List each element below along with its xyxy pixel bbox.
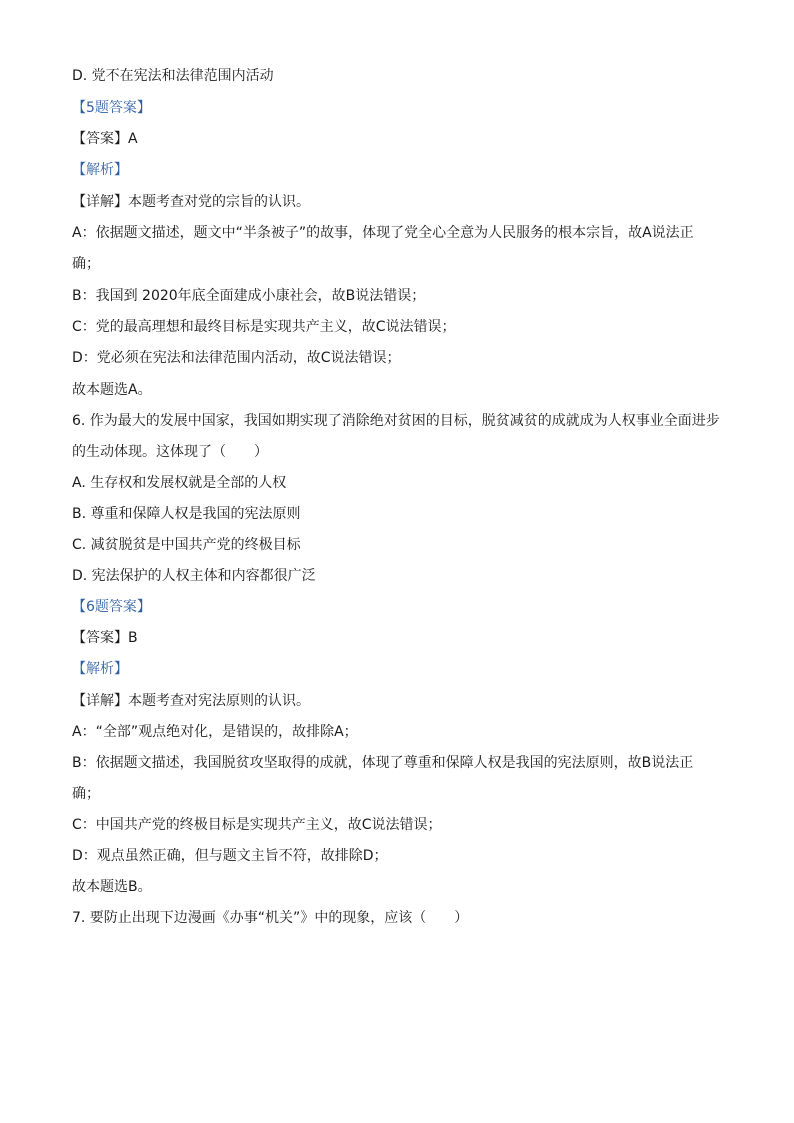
text-line: D. 党不在宪法和法律范围内活动 (72, 68, 274, 84)
question-6-stem: 的生动体现。这体现了（ ） (72, 444, 268, 460)
analysis-heading: 【解析】 (72, 661, 128, 677)
text-line: B：依据题文描述，我国脱贫攻坚取得的成就，体现了尊重和保障人权是我国的宪法原则，故B说法正 (72, 755, 694, 771)
option-a: A. 生存权和发展权就是全部的人权 (72, 475, 287, 491)
text-line: 故本题选A。 (72, 382, 152, 398)
text-line: 【详解】本题考查对宪法原则的认识。 (72, 693, 310, 709)
text-line: 确； (72, 786, 100, 802)
text-line: A：“全部”观点绝对化，是错误的，故排除A； (72, 724, 358, 740)
text-line: 确； (72, 256, 100, 272)
text-line: C：中国共产党的终极目标是实现共产主义，故C说法错误； (72, 817, 442, 833)
text-line: 【详解】本题考查对党的宗旨的认识。 (72, 194, 310, 210)
question-7-stem: 7. 要防止出现下边漫画《办事“机关”》中的现象，应该（ ） (72, 910, 469, 926)
option-d: D. 宪法保护的人权主体和内容都很广泛 (72, 568, 316, 584)
answer-section-heading: 【5题答案】 (72, 100, 151, 116)
text-line: D：党必须在宪法和法律范围内活动，故C说法错误； (72, 350, 401, 366)
answer-line: 【答案】B (72, 630, 138, 646)
option-b: B. 尊重和保障人权是我国的宪法原则 (72, 506, 301, 522)
analysis-heading: 【解析】 (72, 162, 128, 178)
text-line: A：依据题文描述，题文中“半条被子”的故事，体现了党全心全意为人民服务的根本宗旨，故A说法正 (72, 225, 694, 241)
text-line: 故本题选B。 (72, 879, 152, 895)
answer-section-heading: 【6题答案】 (72, 599, 151, 615)
answer-line: 【答案】A (72, 131, 138, 147)
text-line: B：我国到 2020年底全面建成小康社会，故B说法错误； (72, 288, 426, 304)
text-line: D：观点虽然正确，但与题文主旨不符，故排除D； (72, 848, 388, 864)
text-line: C：党的最高理想和最终目标是实现共产主义，故C说法错误； (72, 319, 456, 335)
option-c: C. 减贫脱贫是中国共产党的终极目标 (72, 537, 301, 553)
question-6-stem: 6. 作为最大的发展中国家，我国如期实现了消除绝对贫困的目标，脱贫减贫的成就成为人权事业全面进步 (72, 413, 720, 429)
